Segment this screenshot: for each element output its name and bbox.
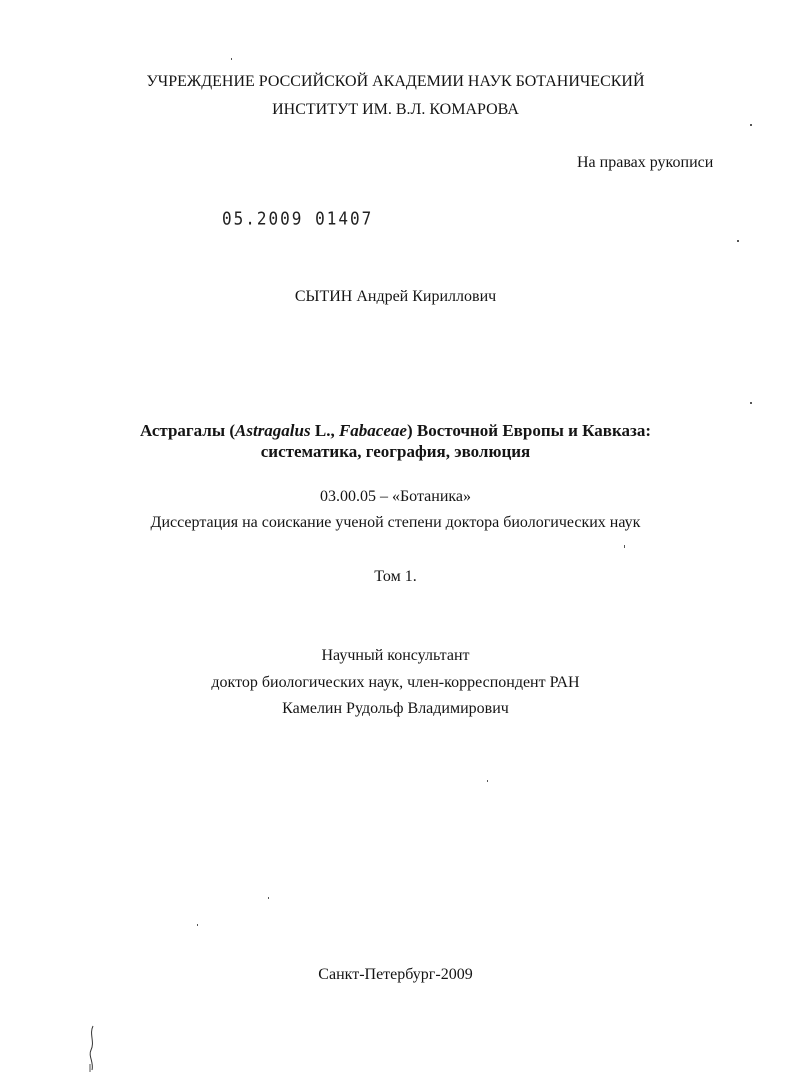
volume-number: Том 1. xyxy=(374,568,417,585)
scan-speck xyxy=(268,897,269,899)
dissertation-title-line-2: систематика, география, эволюция xyxy=(260,442,531,461)
advisor-label: Научный консультант xyxy=(321,647,470,664)
manuscript-rights: На правах рукописи xyxy=(577,154,714,171)
specialty-code: 03.00.05 – «Ботаника» xyxy=(319,488,472,505)
title-family: Fabaceae xyxy=(338,421,407,440)
author-name: СЫТИН Андрей Кириллович xyxy=(294,288,497,305)
scan-speck xyxy=(624,545,625,548)
scan-speck xyxy=(737,240,739,242)
scan-speck xyxy=(197,924,198,926)
title-part-3: ) Восточной Европы и Кавказа: xyxy=(406,421,651,440)
title-genus: Astragalus xyxy=(235,421,311,440)
scan-speck xyxy=(487,780,488,782)
scan-speck xyxy=(750,124,752,126)
degree-statement: Диссертация на соискание ученой степени доктора биологических наук xyxy=(150,514,641,531)
library-stamp-number: 05.2009 01407 xyxy=(222,208,374,229)
advisor-position: доктор биологических наук, член-корреспондент РАН xyxy=(211,674,580,691)
title-part-1: Астрагалы ( xyxy=(140,421,236,440)
title-part-2: L., xyxy=(310,421,339,440)
scan-speck xyxy=(750,402,752,404)
institution-line-2: ИНСТИТУТ ИМ. В.Л. КОМАРОВА xyxy=(272,101,519,118)
city-year: Санкт-Петербург-2009 xyxy=(318,966,473,983)
dissertation-title-line-1 xyxy=(0,421,791,441)
institution-line-1: УЧРЕЖДЕНИЕ РОССИЙСКОЙ АКАДЕМИИ НАУК БОТАНИЧЕСКИЙ xyxy=(146,73,645,90)
advisor-name: Камелин Рудольф Владимирович xyxy=(282,700,509,717)
binding-edge-mark xyxy=(86,1024,98,1074)
scan-speck xyxy=(231,58,232,60)
